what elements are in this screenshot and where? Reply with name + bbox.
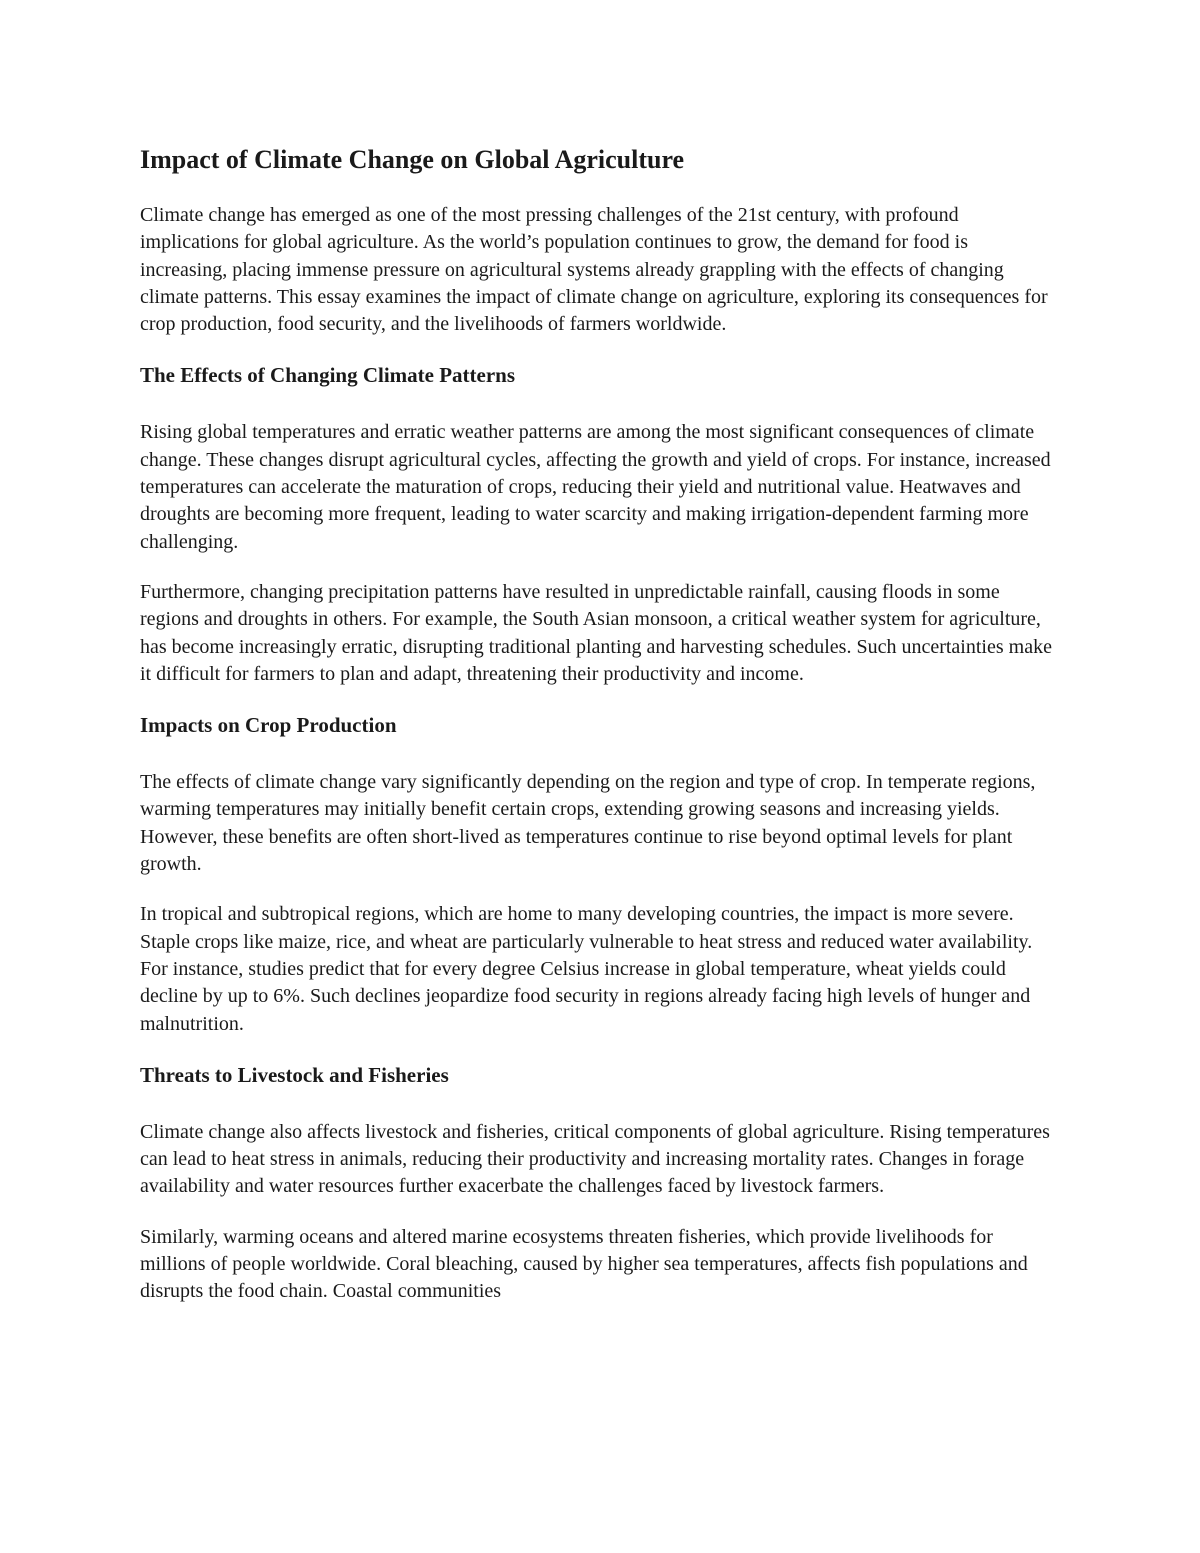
paragraph: Climate change also affects livestock and fisheries, critical components of global agriculture. Rising temperatures can lead to heat stress in animals, reducing their productivity and increasing mortality rates. Changes in forage availability and water resources further exacerbate the challenges faced by livestock farmers. [140,1120,1050,1198]
paragraph: The effects of climate change vary significantly depending on the region and type of crop. In temperate regions, warming temperatures may initially benefit certain crops, extending growing seasons and increasing yields. However, these benefits are often short-lived as temperatures continue to rise beyond optimal levels for plant growth. [140,771,1036,876]
section-heading-livestock-fisheries: Threats to Livestock and Fisheries [140,1062,449,1087]
document-page [140,143,1060,1329]
section-heading-crop-production: Impacts on Crop Production [140,713,397,738]
section-heading-climate-patterns: The Effects of Changing Climate Patterns [140,363,516,388]
paragraph: Similarly, warming oceans and altered marine ecosystems threaten fisheries, which provide livelihoods for millions of people worldwide. Coral bleaching, caused by higher sea temperatures, affects fish populations and disrupts the food chain. Coastal communities [140,1225,1028,1303]
paragraph: Rising global temperatures and erratic weather patterns are among the most significant consequences of climate change. These changes disrupt agricultural cycles, affecting the growth and yield of crops. For instance, increased temperatures can accelerate the maturation of crops, reducing their yield and nutritional value. Heatwaves and droughts are becoming more frequent, leading to water scarcity and making irrigation-dependent farming more challenging. [140,421,1051,553]
document-title: Impact of Climate Change on Global Agriculture [140,145,685,174]
paragraph: Furthermore, changing precipitation patterns have resulted in unpredictable rainfall, causing floods in some regions and droughts in others. For example, the South Asian monsoon, a critical weather system for agriculture, has become increasingly erratic, disrupting traditional planting and harvesting schedules. Such uncertainties make it difficult for farmers to plan and adapt, threatening their productivity and income. [140,580,1052,685]
intro-paragraph: Climate change has emerged as one of the most pressing challenges of the 21st century, with profound implications for global agriculture. As the world’s population continues to grow, the demand for food is increasing, placing immense pressure on agricultural systems already grappling with the effects of changing climate patterns. This essay examines the impact of climate change on agriculture, exploring its consequences for crop production, food security, and the livelihoods of farmers worldwide. [140,204,1048,336]
paragraph: In tropical and subtropical regions, which are home to many developing countries, the impact is more severe. Staple crops like maize, rice, and wheat are particularly vulnerable to heat stress and reduced water availability. For instance, studies predict that for every degree Celsius increase in global temperature, wheat yields could decline by up to 6%. Such declines jeopardize food security in regions already facing high levels of hunger and malnutrition. [140,903,1033,1035]
